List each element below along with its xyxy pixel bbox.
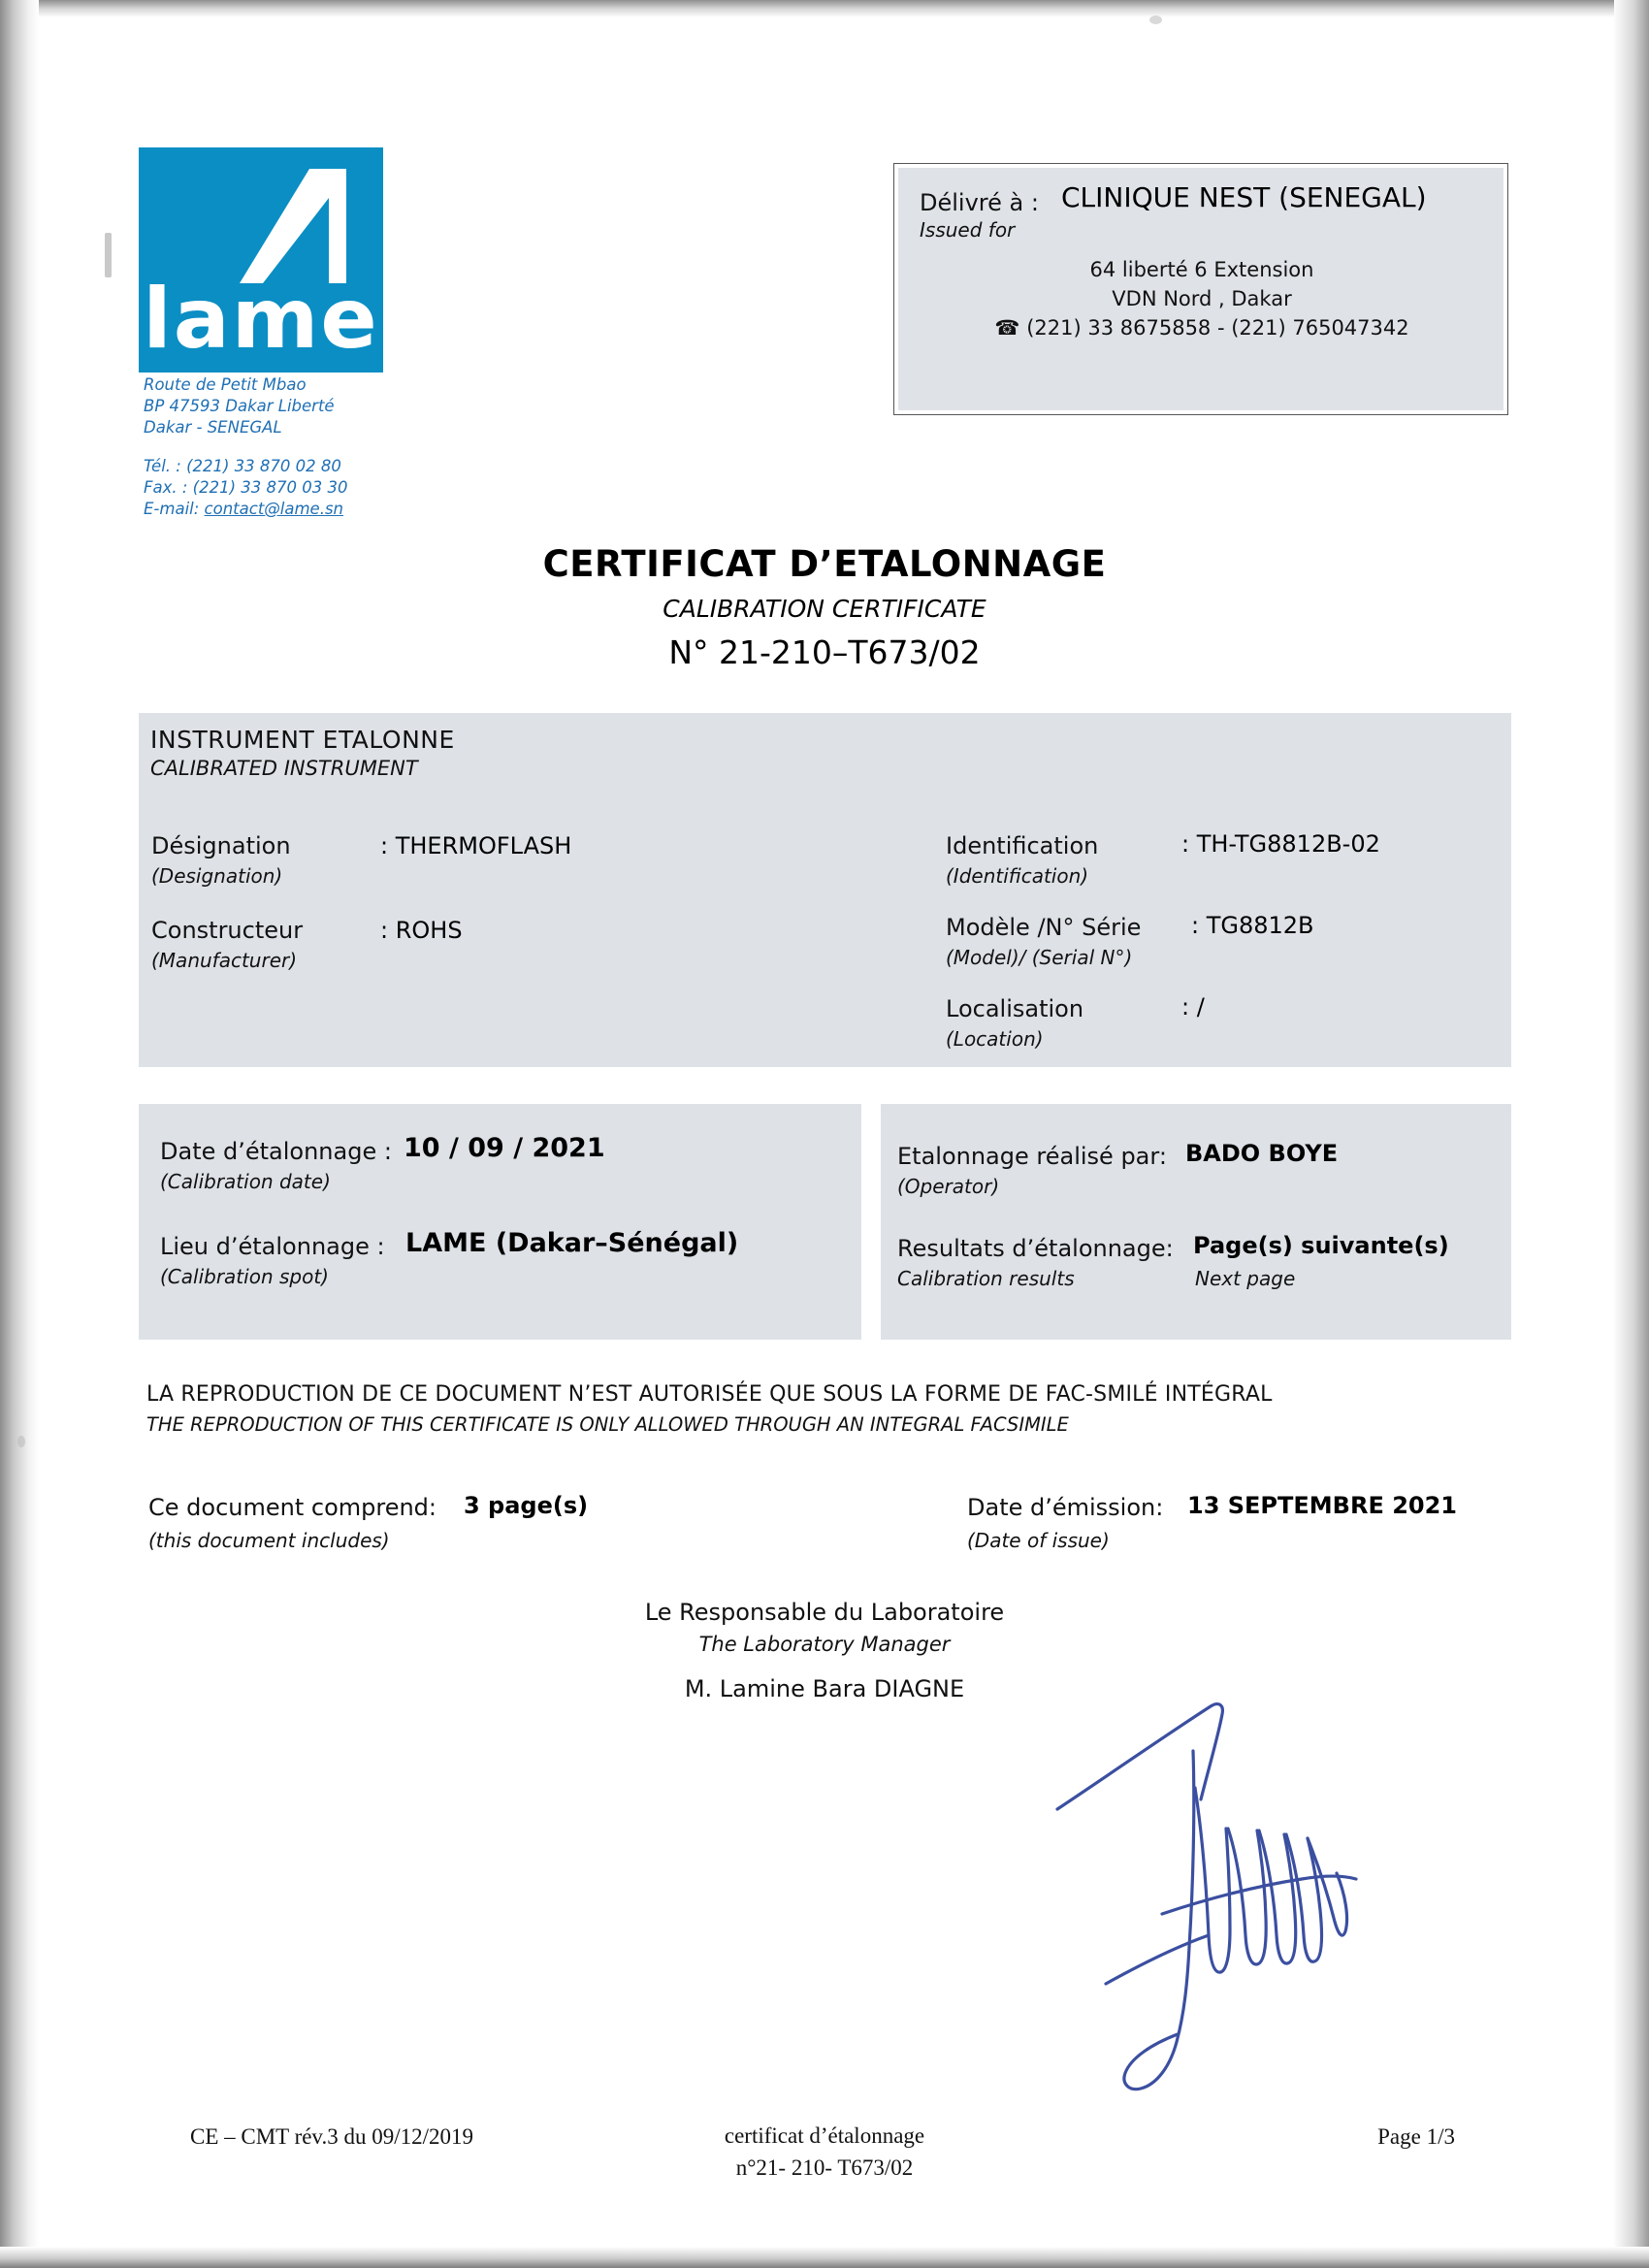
field-manufacturer-label: Constructeur — [151, 917, 304, 944]
instrument-panel-header-en: CALIBRATED INSTRUMENT — [150, 757, 418, 780]
scan-edge-left — [0, 0, 39, 2268]
signature-mark — [1048, 1693, 1397, 2100]
field-model-label: Modèle /N° Série — [946, 914, 1142, 941]
field-designation-label: Désignation — [151, 832, 291, 859]
page-title-en: CALIBRATION CERTIFICATE — [663, 595, 986, 623]
scan-speck — [1149, 16, 1162, 24]
field-location-value: : / — [1181, 993, 1205, 1021]
field-designation-label-en: (Designation) — [151, 864, 283, 888]
results-label-en: Calibration results — [897, 1267, 1075, 1290]
logo-wordmark: lame — [143, 271, 379, 368]
page-title: CERTIFICAT D’ETALONNAGE — [542, 543, 1107, 585]
field-identification-value: : TH-TG8812B-02 — [1181, 830, 1380, 858]
delivered-to-label-en: Issued for — [920, 218, 1016, 242]
footer-center-line-2: n°21- 210- T673/02 — [735, 2155, 914, 2180]
calibration-spot-value: LAME (Dakar–Sénégal) — [405, 1228, 739, 1258]
signature-role-en: The Laboratory Manager — [698, 1633, 951, 1656]
field-manufacturer-label-en: (Manufacturer) — [151, 949, 298, 972]
issue-date-value: 13 SEPTEMBRE 2021 — [1187, 1492, 1457, 1519]
company-contact — [144, 456, 348, 520]
operator-value: BADO BOYE — [1185, 1140, 1339, 1167]
field-location-label-en: (Location) — [946, 1027, 1044, 1051]
company-email-label: E-mail: — [144, 500, 200, 518]
reproduction-notice-en: THE REPRODUCTION OF THIS CERTIFICATE IS ONLY ALLOWED THROUGH AN INTEGRAL FACSIMILE — [146, 1413, 1069, 1436]
calibration-date-label-en: (Calibration date) — [160, 1170, 331, 1193]
client-address — [920, 255, 1484, 342]
results-label: Resultats d’étalonnage: — [897, 1235, 1174, 1262]
pages-label-en: (this document includes) — [148, 1529, 390, 1552]
calibration-spot-label: Lieu d’étalonnage : — [160, 1233, 385, 1260]
client-name: CLINIQUE NEST (SENEGAL) — [1061, 181, 1427, 213]
certificate-number: N° 21-210–T673/02 — [668, 633, 981, 671]
operator-label: Etalonnage réalisé par: — [897, 1143, 1167, 1170]
scan-speck — [17, 1436, 25, 1447]
scan-edge-bottom — [0, 2247, 1649, 2268]
company-tel: Tél. : (221) 33 870 02 80 — [144, 457, 341, 475]
handwritten-signature — [1048, 1693, 1397, 2100]
results-value-en: Next page — [1195, 1267, 1296, 1290]
company-address-line-3: Dakar - SENEGAL — [144, 418, 282, 437]
footer-left: CE – CMT rév.3 du 09/12/2019 — [190, 2124, 473, 2149]
issue-date-label: Date d’émission: — [967, 1494, 1164, 1521]
company-address — [144, 374, 335, 438]
field-manufacturer-value: : ROHS — [380, 917, 463, 944]
company-fax: Fax. : (221) 33 870 03 30 — [144, 478, 348, 497]
results-value: Page(s) suivante(s) — [1193, 1232, 1449, 1259]
instrument-panel-header-fr: INSTRUMENT ETALONNE — [150, 726, 455, 754]
field-designation-value: : THERMOFLASH — [380, 832, 572, 859]
company-address-line-1: Route de Petit Mbao — [144, 375, 307, 394]
signature-role-fr: Le Responsable du Laboratoire — [644, 1599, 1005, 1626]
calibration-date-label: Date d’étalonnage : — [160, 1138, 392, 1165]
delivered-to-label-fr: Délivré à : — [920, 189, 1039, 216]
scan-edge-top — [0, 0, 1649, 17]
company-address-line-2: BP 47593 Dakar Liberté — [144, 397, 335, 415]
issue-date-label-en: (Date of issue) — [967, 1529, 1110, 1552]
scan-speck — [105, 233, 112, 277]
footer-page-number: Page 1/3 — [1377, 2124, 1455, 2149]
delivered-to-box — [893, 163, 1508, 415]
signature-name: M. Lamine Bara DIAGNE — [684, 1675, 965, 1702]
calibration-date-value: 10 / 09 / 2021 — [404, 1133, 605, 1163]
client-phone: ☎ (221) 33 8675858 - (221) 765047342 — [994, 316, 1409, 340]
operator-label-en: (Operator) — [897, 1175, 1000, 1198]
delivered-to-inner — [898, 168, 1504, 410]
field-model-label-en: (Model)/ (Serial N°) — [946, 946, 1133, 969]
pages-value: 3 page(s) — [464, 1492, 589, 1519]
field-model-value: : TG8812B — [1191, 912, 1314, 939]
client-address-line-1: 64 liberté 6 Extension — [1089, 258, 1314, 281]
field-location-label: Localisation — [946, 995, 1084, 1022]
company-email-row — [144, 499, 348, 520]
client-address-line-2: VDN Nord , Dakar — [1112, 287, 1292, 310]
company-email-link[interactable]: contact@lame.sn — [204, 500, 344, 518]
calibration-spot-label-en: (Calibration spot) — [160, 1265, 329, 1288]
footer-center-line-1: certificat d’étalonnage — [724, 2123, 925, 2148]
pages-label: Ce document comprend: — [148, 1494, 436, 1521]
scan-edge-right — [1614, 0, 1649, 2268]
reproduction-notice-fr: LA REPRODUCTION DE CE DOCUMENT N’EST AUTORISÉE QUE SOUS LA FORME DE FAC-SMILÉ INTÉGRAL — [146, 1382, 1273, 1407]
field-identification-label: Identification — [946, 832, 1099, 859]
field-identification-label-en: (Identification) — [946, 864, 1089, 888]
